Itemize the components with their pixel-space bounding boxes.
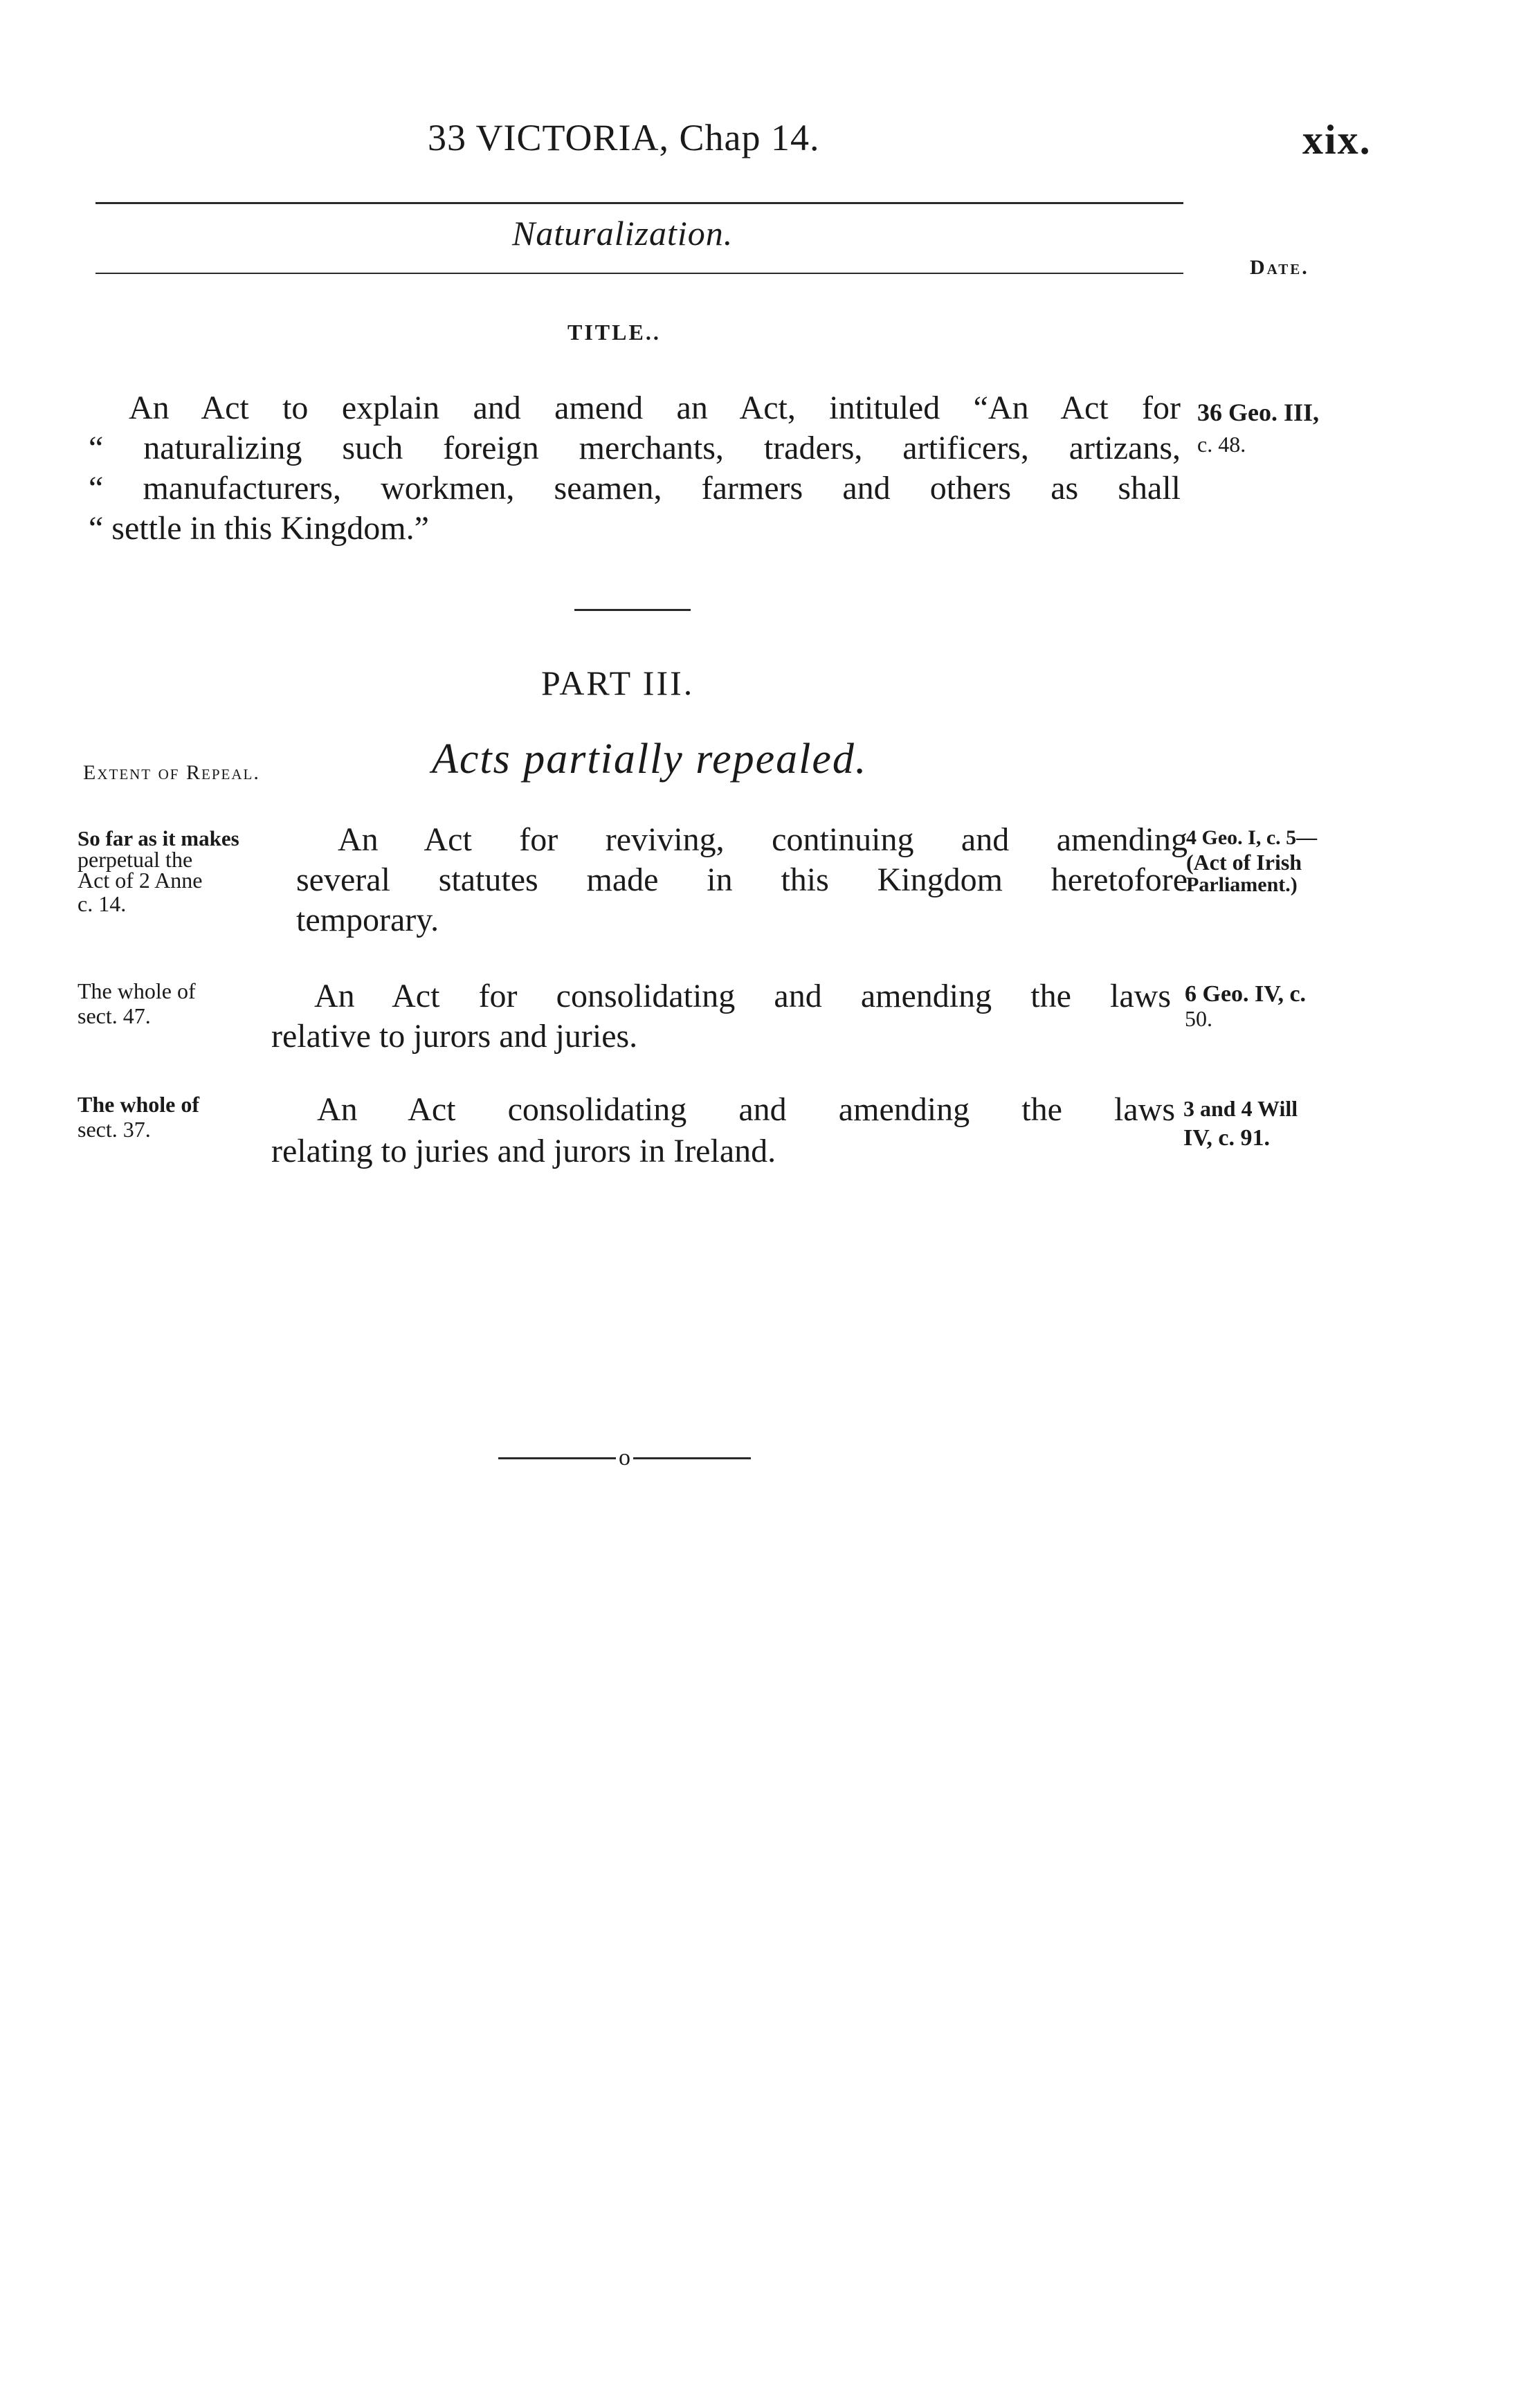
page-number: xix. bbox=[1302, 117, 1372, 163]
act-title-line: “ naturalizing such foreign merchants, traders, artificers, artizans, bbox=[89, 430, 1181, 466]
act-title-line: relative to jurors and juries. bbox=[271, 1018, 638, 1055]
act-date-note: IV, c. 91. bbox=[1183, 1125, 1270, 1151]
act-title-line: several statutes made in this Kingdom heretofore bbox=[296, 861, 1188, 898]
section-heading: Acts partially repealed. bbox=[432, 736, 868, 783]
ornament-line bbox=[633, 1457, 751, 1459]
header-rule-top bbox=[96, 202, 1183, 204]
end-ornament bbox=[498, 1446, 751, 1470]
act-date-note: 50. bbox=[1185, 1006, 1212, 1031]
act-title-line: temporary. bbox=[296, 902, 439, 938]
subject-heading: Naturalization. bbox=[512, 214, 734, 253]
act-date-note: 36 Geo. III, bbox=[1197, 399, 1320, 426]
section-divider bbox=[574, 609, 691, 611]
act-date-note: 6 Geo. IV, c. bbox=[1185, 981, 1307, 1007]
extent-column-label: Extent of Repeal. bbox=[83, 761, 260, 784]
date-column-label: Date. bbox=[1250, 256, 1309, 279]
extent-note: sect. 37. bbox=[78, 1117, 151, 1142]
act-date-note: c. 48. bbox=[1197, 432, 1246, 457]
running-header-title: 33 VICTORIA, Chap 14. bbox=[428, 117, 820, 158]
extent-note: The whole of bbox=[78, 1092, 199, 1117]
extent-note: sect. 47. bbox=[78, 1003, 151, 1028]
title-column-label: TITLE.. bbox=[567, 320, 661, 345]
part-heading: PART III. bbox=[541, 664, 695, 702]
act-date-note: 3 and 4 Will bbox=[1183, 1096, 1298, 1121]
extent-note: perpetual the bbox=[78, 847, 193, 872]
ornament-circle: o bbox=[619, 1445, 630, 1470]
act-title-line: An Act consolidating and amending the laws bbox=[317, 1091, 1175, 1128]
act-date-note: (Act of Irish bbox=[1186, 850, 1302, 875]
extent-note: So far as it makes bbox=[78, 826, 239, 850]
extent-note: c. 14. bbox=[78, 891, 127, 916]
act-title-line: “ manufacturers, workmen, seamen, farmers and others as shall bbox=[89, 470, 1181, 507]
act-title-line: An Act to explain and amend an Act, intituled “An Act for bbox=[129, 390, 1181, 426]
act-title-line: “ settle in this Kingdom.” bbox=[89, 510, 429, 547]
ornament-line bbox=[498, 1457, 616, 1459]
act-date-note: Parliament.) bbox=[1186, 873, 1298, 896]
act-title-line: relating to juries and jurors in Ireland. bbox=[271, 1133, 776, 1169]
header-rule-bottom bbox=[96, 273, 1183, 274]
extent-note: Act of 2 Anne bbox=[78, 868, 203, 893]
act-date-note: 4 Geo. I, c. 5— bbox=[1186, 826, 1318, 849]
act-title-line: An Act for reviving, continuing and amending bbox=[338, 821, 1188, 858]
act-title-line: An Act for consolidating and amending the laws bbox=[314, 978, 1171, 1014]
extent-note: The whole of bbox=[78, 978, 196, 1003]
